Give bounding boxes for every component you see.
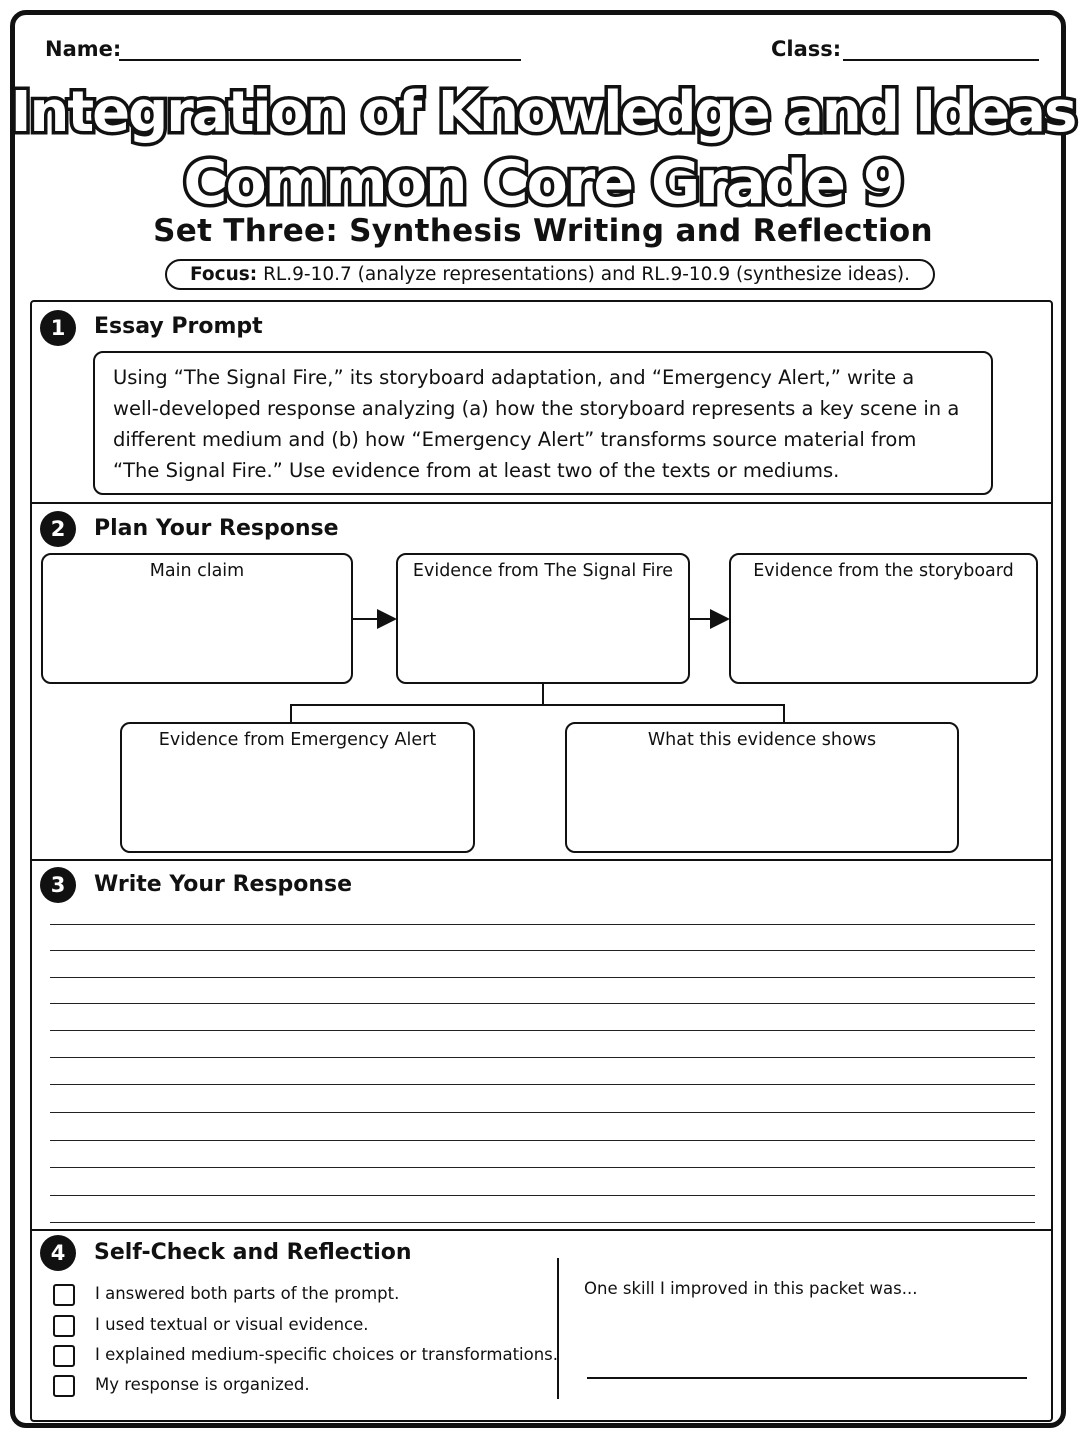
checklist-item-label: I explained medium-specific choices or transformations. [95,1345,559,1364]
writing-line[interactable] [50,1167,1035,1168]
section-number-badge: 1 [40,310,76,346]
connector-line [291,684,543,722]
class-label: Class: [771,37,842,61]
checklist-item-label: My response is organized. [95,1375,310,1394]
evidence-storyboard-label: Evidence from the storyboard [753,561,1014,581]
section-title-reflection: Self-Check and Reflection [94,1240,412,1265]
subtitle: Set Three: Synthesis Writing and Reflection [153,213,933,249]
focus-label: Focus: [190,264,258,285]
evidence-signal-fire-label: Evidence from The Signal Fire [412,561,674,581]
prompt-line: Using “The Signal Fire,” its storyboard adaptation, and “Emergency Alert,” write a [113,366,915,389]
prompt-line: “The Signal Fire.” Use evidence from at least two of the texts or mediums. [113,459,840,482]
writing-line[interactable] [50,1195,1035,1196]
checkbox[interactable] [53,1284,75,1306]
checkbox[interactable] [53,1375,75,1397]
checkbox[interactable] [53,1315,75,1337]
prompt-line: well-developed response analyzing (a) how the storyboard represents a key scene in a [113,397,960,420]
section-number-badge: 2 [40,511,76,547]
name-label: Name: [45,37,122,61]
section-title-plan: Plan Your Response [94,516,339,541]
title-line-2: Common Core Grade 9 [183,148,903,218]
reflection-answer-line[interactable] [587,1377,1027,1379]
evidence-emergency-alert-label: Evidence from Emergency Alert [158,730,437,750]
checklist-item-label: I used textual or visual evidence. [95,1315,369,1334]
section-number-badge: 4 [40,1235,76,1271]
writing-line[interactable] [50,1084,1035,1085]
writing-line[interactable] [50,1222,1035,1223]
focus-text: RL.9-10.7 (analyze representations) and RL.9-10.9 (synthesize ideas). [263,264,910,285]
checkbox[interactable] [53,1345,75,1367]
column-divider [557,1258,559,1399]
writing-line[interactable] [50,950,1035,951]
what-evidence-shows-label: What this evidence shows [647,730,877,750]
section-title-essay-prompt: Essay Prompt [94,314,263,339]
writing-line[interactable] [50,977,1035,978]
writing-line[interactable] [50,1112,1035,1113]
section-number-badge: 3 [40,867,76,903]
writing-line[interactable] [50,924,1035,925]
section-title-write: Write Your Response [94,872,353,897]
prompt-line: different medium and (b) how “Emergency Alert” transforms source material from [113,428,917,451]
title-line-1: Integration of Knowledge and Ideas [10,80,1076,145]
main-claim-label: Main claim [149,561,245,581]
reflection-prompt: One skill I improved in this packet was... [584,1279,918,1298]
checklist-item-label: I answered both parts of the prompt. [95,1284,400,1303]
writing-line[interactable] [50,1057,1035,1058]
writing-line[interactable] [50,1140,1035,1141]
writing-line[interactable] [50,1030,1035,1031]
connector-line [543,705,784,722]
writing-line[interactable] [50,1003,1035,1004]
